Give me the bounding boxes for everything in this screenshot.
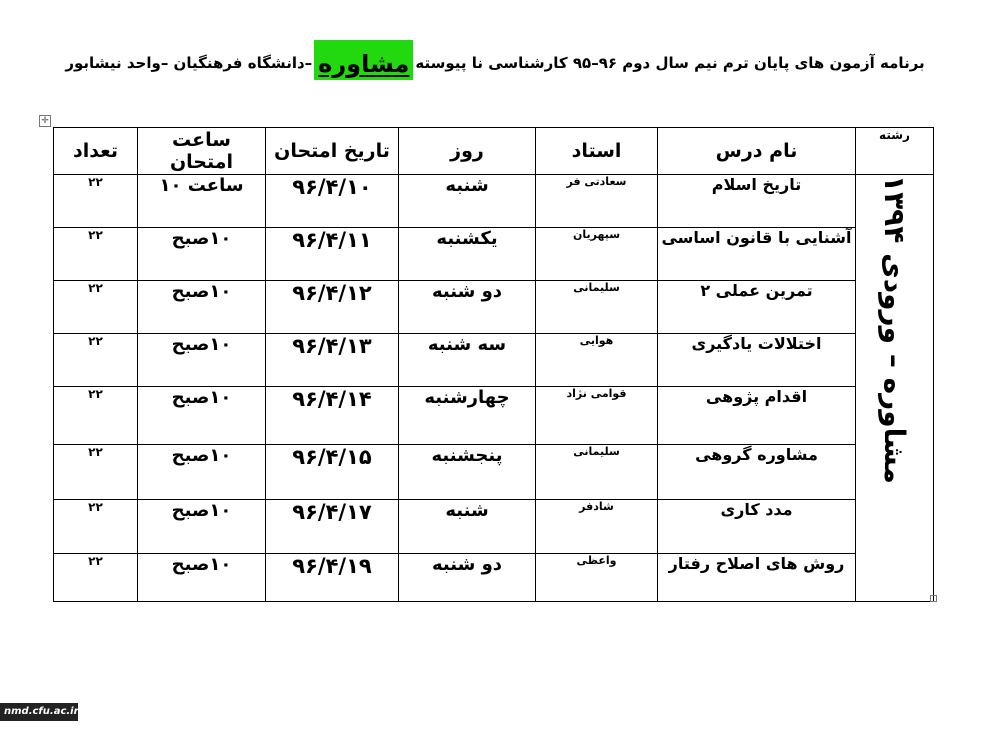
- time-cell: ۱۰صبح: [138, 334, 266, 387]
- count-cell: ۲۲: [54, 281, 138, 334]
- header-count: تعداد: [54, 128, 138, 175]
- table-header-row: [54, 128, 934, 175]
- count-cell: ۲۲: [54, 175, 138, 228]
- table-row: [54, 281, 934, 334]
- day-cell: پنجشنبه: [399, 445, 536, 500]
- table-row: [54, 445, 934, 500]
- title-highlight: مشاوره: [314, 40, 413, 80]
- course-cell: مشاوره گروهی: [658, 445, 856, 500]
- table-row: [54, 387, 934, 445]
- date-cell: ۹۶/۴/۱۰: [266, 175, 399, 228]
- course-cell: مدد کاری: [658, 500, 856, 554]
- date-cell: ۹۶/۴/۱۴: [266, 387, 399, 445]
- date-cell: ۹۶/۴/۱۵: [266, 445, 399, 500]
- title-part-1: برنامه آزمون های پایان ترم نیم سال دوم ۹۶–۹۵ کارشناسی نا پیوسته: [415, 54, 925, 72]
- count-cell: ۲۲: [54, 445, 138, 500]
- table-resize-handle-icon[interactable]: [930, 595, 937, 602]
- table-move-handle-icon[interactable]: ✛: [39, 115, 51, 127]
- count-cell: ۲۲: [54, 387, 138, 445]
- course-cell: تاریخ اسلام: [658, 175, 856, 228]
- day-cell: دو شنبه: [399, 281, 536, 334]
- professor-cell: سعادتی فر: [536, 175, 658, 228]
- professor-cell: قوامی نژاد: [536, 387, 658, 445]
- day-cell: شنبه: [399, 500, 536, 554]
- title-part-2: –دانشگاه فرهنگیان –واحد نیشابور: [65, 54, 313, 72]
- table-row: [54, 334, 934, 387]
- time-cell: ساعت ۱۰: [138, 175, 266, 228]
- major-cell: [856, 175, 934, 602]
- header-professor: استاد: [536, 128, 658, 175]
- course-cell: اختلالات یادگیری: [658, 334, 856, 387]
- page-title: [60, 18, 930, 80]
- header-day: روز: [399, 128, 536, 175]
- date-cell: ۹۶/۴/۱۷: [266, 500, 399, 554]
- table-row: [54, 175, 934, 228]
- count-cell: ۲۲: [54, 554, 138, 602]
- date-cell: ۹۶/۴/۱۱: [266, 228, 399, 281]
- exam-schedule-table: [53, 127, 934, 602]
- professor-cell: سلیمانی: [536, 281, 658, 334]
- header-time: ساعت امتحان: [138, 128, 266, 175]
- course-cell: تمرین عملی ۲: [658, 281, 856, 334]
- day-cell: شنبه: [399, 175, 536, 228]
- professor-cell: سپهریان: [536, 228, 658, 281]
- time-cell: ۱۰صبح: [138, 554, 266, 602]
- date-cell: ۹۶/۴/۱۹: [266, 554, 399, 602]
- time-cell: ۱۰صبح: [138, 281, 266, 334]
- course-cell: روش های اصلاح رفتار: [658, 554, 856, 602]
- day-cell: یکشنبه: [399, 228, 536, 281]
- professor-cell: سلیمانی: [536, 445, 658, 500]
- table-row: [54, 228, 934, 281]
- header-course: نام درس: [658, 128, 856, 175]
- professor-cell: واعظی: [536, 554, 658, 602]
- day-cell: دو شنبه: [399, 554, 536, 602]
- date-cell: ۹۶/۴/۱۲: [266, 281, 399, 334]
- major-label: مشاوره – ورودی ۱۳۹۴: [878, 175, 911, 484]
- time-cell: ۱۰صبح: [138, 387, 266, 445]
- course-cell: آشنایی با قانون اساسی: [658, 228, 856, 281]
- time-cell: ۱۰صبح: [138, 445, 266, 500]
- professor-cell: هوایی: [536, 334, 658, 387]
- table-row: [54, 500, 934, 554]
- header-date: تاریخ امتحان: [266, 128, 399, 175]
- date-cell: ۹۶/۴/۱۳: [266, 334, 399, 387]
- day-cell: چهارشنبه: [399, 387, 536, 445]
- site-logo: nmd.cfu.ac.ir: [0, 703, 78, 721]
- time-cell: ۱۰صبح: [138, 500, 266, 554]
- table-row: [54, 554, 934, 602]
- course-cell: اقدام پژوهی: [658, 387, 856, 445]
- time-cell: ۱۰صبح: [138, 228, 266, 281]
- header-major: رشته: [856, 128, 934, 175]
- count-cell: ۲۲: [54, 500, 138, 554]
- day-cell: سه شنبه: [399, 334, 536, 387]
- count-cell: ۲۲: [54, 228, 138, 281]
- professor-cell: شادفر: [536, 500, 658, 554]
- count-cell: ۲۲: [54, 334, 138, 387]
